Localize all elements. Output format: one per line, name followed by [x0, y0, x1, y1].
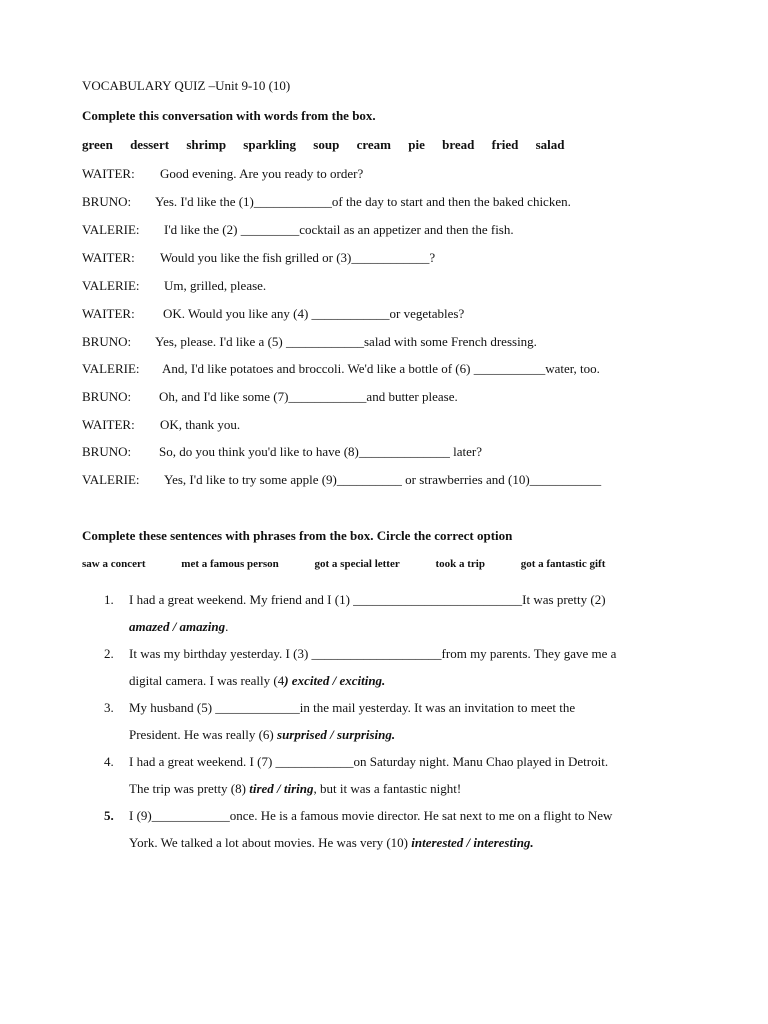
conversation-line [82, 222, 514, 238]
phrase-box-item: got a special letter [314, 558, 400, 570]
conversation-line [82, 417, 240, 433]
item-line-continued [129, 619, 228, 635]
item-line-continued [129, 835, 534, 851]
speaker-label: WAITER: [82, 166, 135, 181]
word-box-food [82, 137, 565, 153]
item-number: 4. [104, 754, 114, 769]
item-number: 2. [104, 646, 114, 661]
conversation-line [82, 361, 600, 377]
conversation-text: Yes, please. I'd like a (5) ____________salad with some French dressing. [155, 334, 537, 349]
circle-option[interactable]: tired / tiring [249, 781, 314, 796]
instruction-conversation: Complete this conversation with words from the box. [82, 108, 376, 123]
item-number: 5. [104, 808, 114, 823]
conversation-line [82, 472, 601, 488]
conversation-line [82, 250, 435, 266]
item-line: My husband (5) _____________in the mail yesterday. It was an invitation to meet the [129, 700, 576, 715]
item-text-pre: digital camera. I was really (4 [129, 673, 285, 688]
speaker-label: BRUNO: [82, 194, 132, 209]
item-line: It was my birthday yesterday. I (3) ____________________from my parents. They gave me a [129, 646, 617, 661]
item-line: I had a great weekend. My friend and I (1) __________________________It was pretty (2) [129, 592, 606, 607]
conversation-text: Um, grilled, please. [164, 278, 267, 293]
word-box-item: sparkling [243, 137, 297, 152]
conversation-text: Oh, and I'd like some (7)____________and butter please. [159, 389, 458, 404]
item-line: I (9)____________once. He is a famous movie director. He sat next to me on a flight to New [129, 808, 613, 823]
conversation-text: I'd like the (2) _________cocktail as an appetizer and then the fish. [164, 222, 514, 237]
word-box-phrases [82, 558, 605, 570]
circle-option[interactable]: amazed / amazing [129, 619, 226, 634]
conversation-line [82, 334, 537, 350]
conversation-text: So, do you think you'd like to have (8)______________ later? [159, 444, 482, 459]
conversation-text: OK, thank you. [160, 417, 241, 432]
item-text-pre: President. He was really (6) [129, 727, 278, 742]
conversation-text: Yes. I'd like the (1)____________of the day to start and then the baked chicken. [155, 194, 571, 209]
speaker-label: WAITER: [82, 250, 135, 265]
item-text-pre: The trip was pretty (8) [129, 781, 250, 796]
word-box-item: cream [356, 137, 391, 152]
circle-option[interactable]: interested / interesting. [411, 835, 534, 850]
word-box-item: fried [491, 137, 519, 152]
phrase-box-item: got a fantastic gift [520, 558, 606, 570]
item-text-post: . [225, 619, 229, 634]
word-box-item: pie [408, 137, 425, 152]
item-text-pre: York. We talked a lot about movies. He was very (10) [129, 835, 412, 850]
conversation-text: Yes, I'd like to try some apple (9)__________ or strawberries and (10)___________ [164, 472, 602, 487]
item-line-continued [129, 673, 385, 689]
conversation-text: Good evening. Are you ready to order? [160, 166, 364, 181]
conversation-text: Would you like the fish grilled or (3)____________? [160, 250, 436, 265]
item-number: 3. [104, 700, 114, 715]
item-number: 1. [104, 592, 114, 607]
circle-option[interactable]: surprised / surprising. [277, 727, 396, 742]
phrase-box-item: saw a concert [82, 558, 146, 570]
word-box-item: bread [442, 137, 475, 152]
word-box-item: salad [535, 137, 565, 152]
speaker-label: VALERIE: [82, 278, 140, 293]
item-line-continued [129, 781, 461, 797]
instruction-sentences: Complete these sentences with phrases from the box. Circle the correct option [82, 528, 513, 543]
speaker-label: BRUNO: [82, 334, 132, 349]
speaker-label: VALERIE: [82, 361, 140, 376]
word-box-item: shrimp [186, 137, 227, 152]
speaker-label: VALERIE: [82, 472, 140, 487]
conversation-text: OK. Would you like any (4) ____________or vegetables? [163, 306, 465, 321]
conversation-line [82, 306, 464, 322]
speaker-label: VALERIE: [82, 222, 140, 237]
word-box-item: green [82, 137, 113, 152]
phrase-box-item: met a famous person [181, 558, 279, 570]
conversation-line [82, 389, 458, 405]
conversation-line [82, 194, 571, 210]
conversation-line [82, 278, 266, 294]
conversation-text: And, I'd like potatoes and broccoli. We'd like a bottle of (6) ___________water, too. [162, 361, 600, 376]
speaker-label: BRUNO: [82, 444, 132, 459]
speaker-label: BRUNO: [82, 389, 132, 404]
conversation-line [82, 444, 482, 460]
quiz-title: VOCABULARY QUIZ –Unit 9-10 (10) [82, 78, 291, 93]
circle-option[interactable]: ) excited / exciting. [284, 673, 386, 688]
speaker-label: WAITER: [82, 306, 135, 321]
word-box-item: dessert [130, 137, 170, 152]
phrase-box-item: took a trip [435, 558, 485, 570]
item-line: I had a great weekend. I (7) ____________on Saturday night. Manu Chao played in Detroit. [129, 754, 609, 769]
word-box-item: soup [313, 137, 340, 152]
item-text-post: , but it was a fantastic night! [313, 781, 462, 796]
speaker-label: WAITER: [82, 417, 135, 432]
conversation-line [82, 166, 363, 182]
item-line-continued [129, 727, 395, 743]
